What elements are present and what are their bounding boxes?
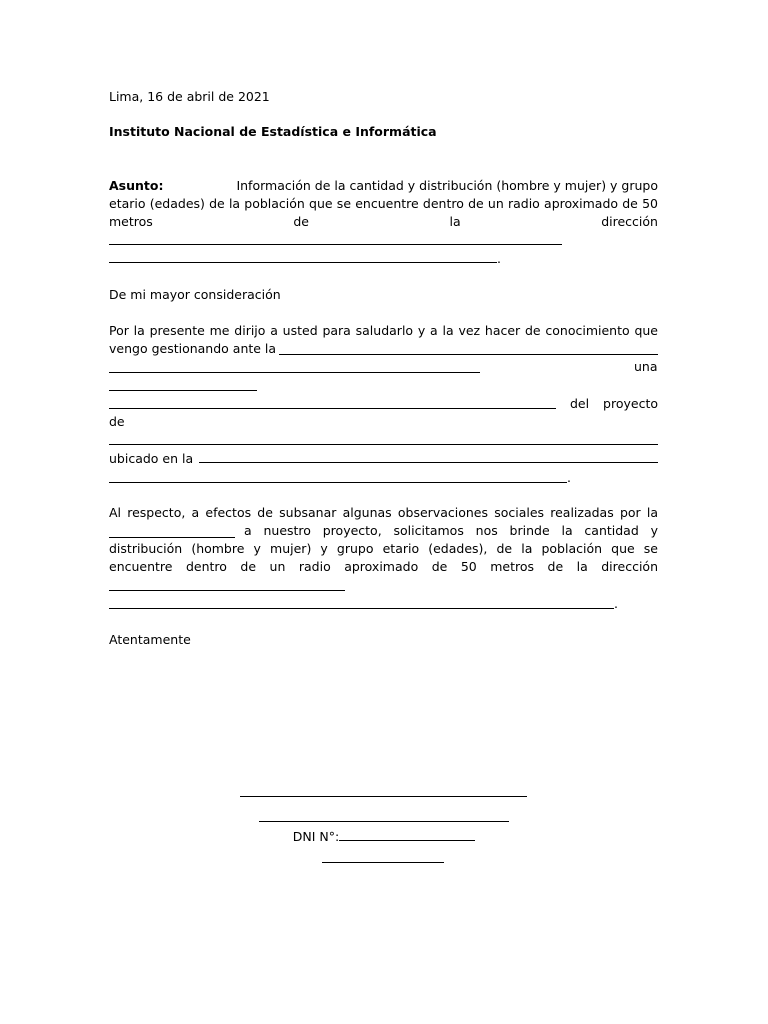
recipient-name: Instituto Nacional de Estadística e Informática xyxy=(109,124,437,139)
subject-word-1: metros xyxy=(109,214,153,229)
para1-line-5-words xyxy=(570,395,658,413)
subject-line-3 xyxy=(109,213,658,231)
para1-period: . xyxy=(567,470,571,485)
salutation: De mi mayor consideración xyxy=(109,287,281,302)
subject-line-2: etario (edades) de la población que se encuentre dentro de un radio aproximado de 50 xyxy=(109,196,658,211)
signature-extra-line[interactable] xyxy=(322,862,444,863)
para1-blank-location-2[interactable] xyxy=(109,482,567,483)
para2-line-2: a nuestro proyecto, solicitamos nos brinde la cantidad y xyxy=(244,523,658,538)
para2-line-1: Al respecto, a efectos de subsanar algunas observaciones sociales realizadas por la xyxy=(109,505,658,520)
para2-blank-authority[interactable] xyxy=(109,537,235,538)
subject-blank-1[interactable] xyxy=(109,244,562,245)
para1-word-del: del xyxy=(570,396,590,411)
dni-label: DNI N°: xyxy=(292,829,340,844)
para2-line-4: encuentre dentro de un radio aproximado de 50 metros de la dirección xyxy=(109,559,658,574)
subject-period: . xyxy=(497,251,501,266)
subject-word-2: de xyxy=(293,214,309,229)
para2-blank-address-2[interactable] xyxy=(109,608,614,609)
dni-row xyxy=(0,828,768,846)
para2-line-3: distribución (hombre y mujer) y grupo etario (edades), de la población que se xyxy=(109,541,658,556)
para2-period: . xyxy=(614,596,618,611)
para1-word-de: de xyxy=(109,414,125,429)
para1-blank-document-2[interactable] xyxy=(109,408,556,409)
para1-line-8-prefix: ubicado en la xyxy=(109,451,194,466)
signature-name-line[interactable] xyxy=(259,821,509,822)
para1-word-proyecto: proyecto xyxy=(603,396,658,411)
subject-word-3: la xyxy=(449,214,461,229)
subject-line-1 xyxy=(109,177,658,195)
subject-text-1: Información de la cantidad y distribución (hombre y mujer) y grupo xyxy=(236,178,658,193)
signature-line[interactable] xyxy=(240,796,527,797)
dni-blank[interactable] xyxy=(339,828,475,841)
subject-blank-2[interactable] xyxy=(109,262,497,263)
para1-word-una: una xyxy=(634,359,658,374)
para1-line-1: Por la presente me dirijo a usted para saludarlo y a la vez hacer de conocimiento que xyxy=(109,323,658,338)
letter-date: Lima, 16 de abril de 2021 xyxy=(109,89,270,104)
closing: Atentamente xyxy=(109,632,191,647)
para1-blank-entity-2[interactable] xyxy=(109,372,480,373)
subject-label: Asunto: xyxy=(109,178,164,193)
para1-blank-entity[interactable] xyxy=(279,354,658,355)
para1-blank-document[interactable] xyxy=(109,390,257,391)
para1-line-2-prefix: vengo gestionando ante la xyxy=(109,341,277,356)
para1-blank-project[interactable] xyxy=(109,444,658,445)
para1-blank-location[interactable] xyxy=(199,462,658,463)
para2-blank-address[interactable] xyxy=(109,590,345,591)
subject-word-4: dirección xyxy=(601,214,658,229)
